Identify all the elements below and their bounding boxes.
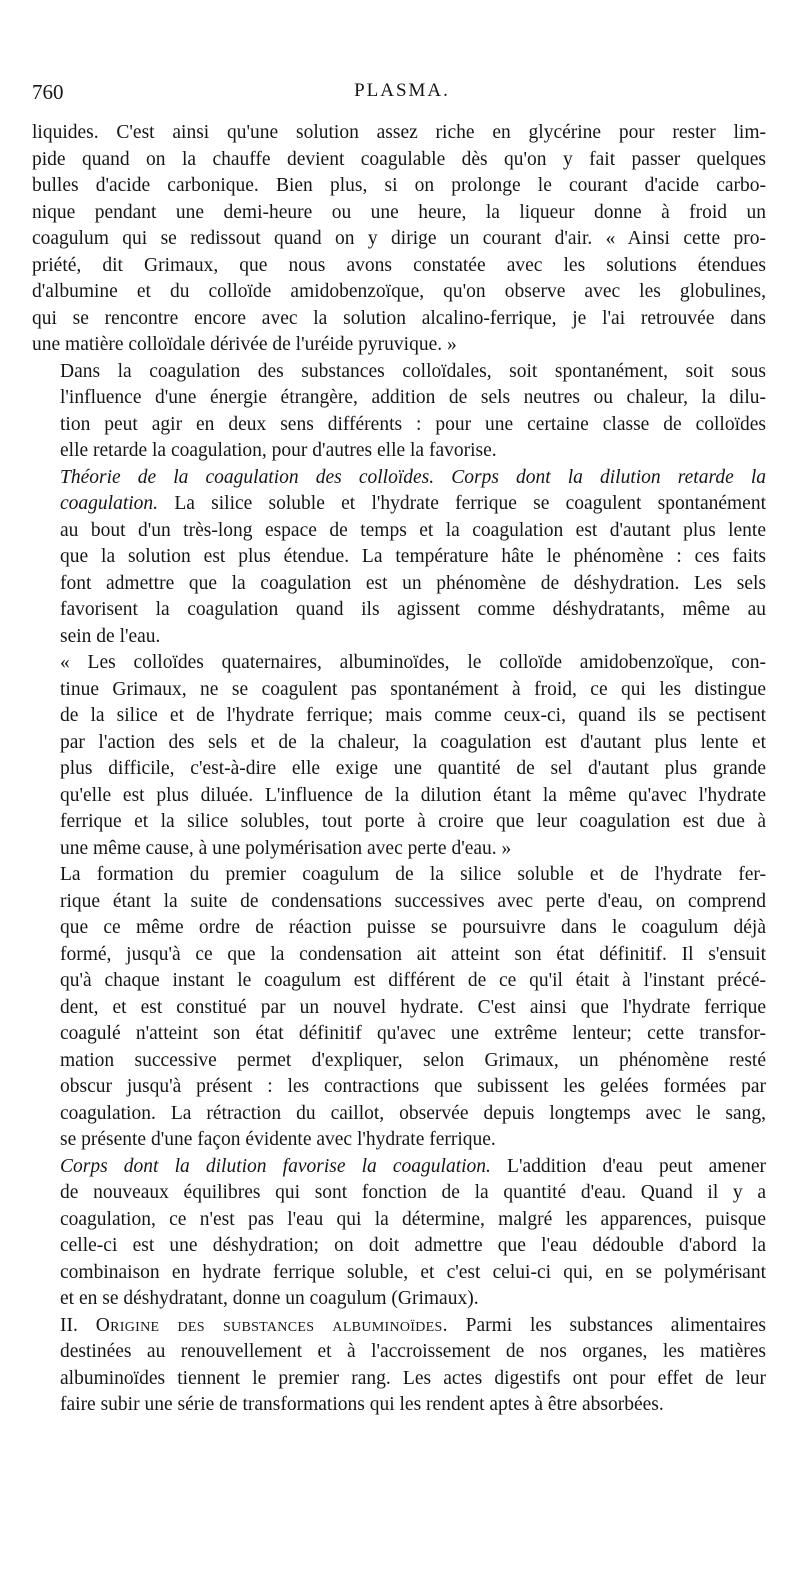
- paragraph: [32, 650, 766, 862]
- text-line: sein de l'eau.: [60, 625, 161, 647]
- text-line: une même cause, à une polymérisation avec perte d'eau. »: [60, 837, 512, 859]
- text-fragment: Parmi les substances alimentaires: [465, 1314, 767, 1336]
- page-header: [32, 80, 772, 110]
- paragraph: [32, 862, 766, 1154]
- text-line: albuminoïdes tiennent le premier rang. Les actes digestifs ont pour effet de leur: [60, 1367, 766, 1389]
- text-line: priété, dit Grimaux, que nous avons constatée avec les solutions étendues: [32, 254, 766, 276]
- text-line: et en se déshydratant, donne un coagulum (Grimaux).: [60, 1288, 479, 1309]
- text-line: obscur jusqu'à présent : les contractions que subissent les gelées formées par: [60, 1076, 766, 1097]
- text-line: que ce même ordre de réaction puisse se poursuivre dans le coagulum déjà: [60, 917, 766, 938]
- page-number: 760: [32, 80, 64, 104]
- text-line: pide quand on la chauffe devient coagulable dès qu'on y fait passer quelques: [32, 148, 766, 170]
- text-line: d'albumine et du colloïde amidobenzoïque, qu'on observe avec les globulines,: [32, 281, 766, 302]
- italic-heading: Théorie de la coagulation des colloïdes.: [60, 466, 435, 488]
- text-line: Dans la coagulation des substances colloïdales, soit spontanément, soit sous: [60, 360, 766, 382]
- text-line: [32, 465, 766, 492]
- text-line: tion peut agir en deux sens différents : pour une certaine classe de colloïdes: [60, 413, 766, 435]
- text-line: « Les colloïdes quaternaires, albuminoïdes, le colloïde amidobenzoïque, con-: [60, 652, 766, 673]
- paragraph: [32, 120, 766, 359]
- text-line: coagulum qui se redissout quand on y dirige un courant d'air. « Ainsi cette pro-: [32, 228, 766, 249]
- text-line: La formation du premier coagulum de la silice soluble et de l'hydrate fer-: [60, 864, 766, 885]
- paragraph: [32, 1313, 766, 1419]
- text-line: formé, jusqu'à ce que la condensation ait atteint son état définitif. Il s'ensuit: [60, 943, 766, 965]
- text-line: de la silice et de l'hydrate ferrique; mais comme ceux-ci, quand ils se pectisent: [60, 705, 766, 726]
- paragraph: [32, 465, 766, 651]
- italic-subheading-end: coagulation.: [60, 493, 159, 514]
- text-line: celle-ci est une déshydration; on doit admettre que l'eau dédouble d'abord la: [60, 1235, 766, 1256]
- text-line: [32, 1154, 766, 1181]
- text-line: elle retarde la coagulation, pour d'autres elle la favorise.: [60, 440, 497, 461]
- section-heading: Origine des substances albuminoïdes.: [95, 1314, 448, 1336]
- text-line: l'influence d'une énergie étrangère, addition de sels neutres ou chaleur, la dilu-: [60, 387, 766, 408]
- paragraph: [32, 359, 766, 465]
- body-text: [32, 120, 766, 1419]
- paragraph: [32, 1154, 766, 1313]
- text-line: nique pendant une demi-heure ou une heure, la liqueur donne à froid un: [32, 201, 766, 223]
- italic-heading: Corps dont la dilution favorise la coagulation.: [60, 1155, 491, 1177]
- text-line: dent, et est constitué par un nouvel hydrate. C'est ainsi que l'hydrate ferrique: [60, 996, 766, 1018]
- text-line: coagulé n'atteint son état définitif qu'avec une extrême lenteur; cette transfor-: [60, 1023, 766, 1044]
- text-fragment: La silice soluble et l'hydrate ferrique se coagulent spontanément: [174, 493, 766, 514]
- text-line: au bout d'un très-long espace de temps et la coagulation est d'autant plus lente: [60, 519, 766, 541]
- text-line: tinue Grimaux, ne se coagulent pas spontanément à froid, ce qui les distingue: [60, 678, 766, 700]
- text-line: qui se rencontre encore avec la solution alcalino-ferrique, je l'ai retrouvée dans: [32, 307, 766, 329]
- text-line: coagulation. La rétraction du caillot, observée depuis longtemps avec le sang,: [60, 1102, 766, 1124]
- text-line: faire subir une série de transformations qui les rendent aptes à être absorbées.: [60, 1394, 664, 1415]
- text-line: plus difficile, c'est-à-dire elle exige une quantité de sel d'autant plus grande: [60, 758, 766, 779]
- text-line: coagulation, ce n'est pas l'eau qui la détermine, malgré les apparences, puisque: [60, 1208, 766, 1230]
- section-number: II.: [60, 1314, 78, 1336]
- text-line: se présente d'une façon évidente avec l'hydrate ferrique.: [60, 1129, 496, 1150]
- text-line: par l'action des sels et de la chaleur, la coagulation est d'autant plus lente et: [60, 731, 766, 753]
- text-line: de nouveaux équilibres qui sont fonction de la quantité d'eau. Quand il y a: [60, 1182, 766, 1203]
- text-line: que la solution est plus étendue. La température hâte le phénomène : ces faits: [60, 546, 766, 567]
- text-line: favorisent la coagulation quand ils agissent comme déshydratants, même au: [60, 599, 766, 620]
- text-line: font admettre que la coagulation est un phénomène de déshydration. Les sels: [60, 572, 766, 594]
- text-line: combinaison en hydrate ferrique soluble, et c'est celui-ci qui, en se polymérisant: [60, 1261, 766, 1283]
- text-fragment: L'addition d'eau peut amener: [507, 1155, 767, 1177]
- running-head: PLASMA.: [354, 80, 450, 101]
- text-line: ferrique et la silice solubles, tout porte à croire que leur coagulation est due à: [60, 811, 766, 832]
- text-line: qu'à chaque instant le coagulum est différent de ce qu'il était à l'instant précé-: [60, 970, 766, 991]
- text-line: bulles d'acide carbonique. Bien plus, si on prolonge le courant d'acide carbo-: [32, 175, 766, 196]
- text-line: une matière colloïdale dérivée de l'uréide pyruvique. »: [32, 334, 457, 355]
- italic-subheading: Corps dont la dilution retarde la: [451, 466, 766, 488]
- text-line: qu'elle est plus diluée. L'influence de la dilution étant la même qu'avec l'hydrate: [60, 784, 766, 806]
- text-line: mation successive permet d'expliquer, selon Grimaux, un phénomène resté: [60, 1049, 766, 1071]
- text-line: rique étant la suite de condensations successives avec perte d'eau, on comprend: [60, 890, 766, 912]
- text-line: liquides. C'est ainsi qu'une solution assez riche en glycérine pour rester lim-: [32, 122, 766, 143]
- text-line: [32, 1313, 766, 1340]
- text-line: destinées au renouvellement et à l'accroissement de nos organes, les matières: [60, 1341, 766, 1362]
- text-line: [32, 491, 766, 518]
